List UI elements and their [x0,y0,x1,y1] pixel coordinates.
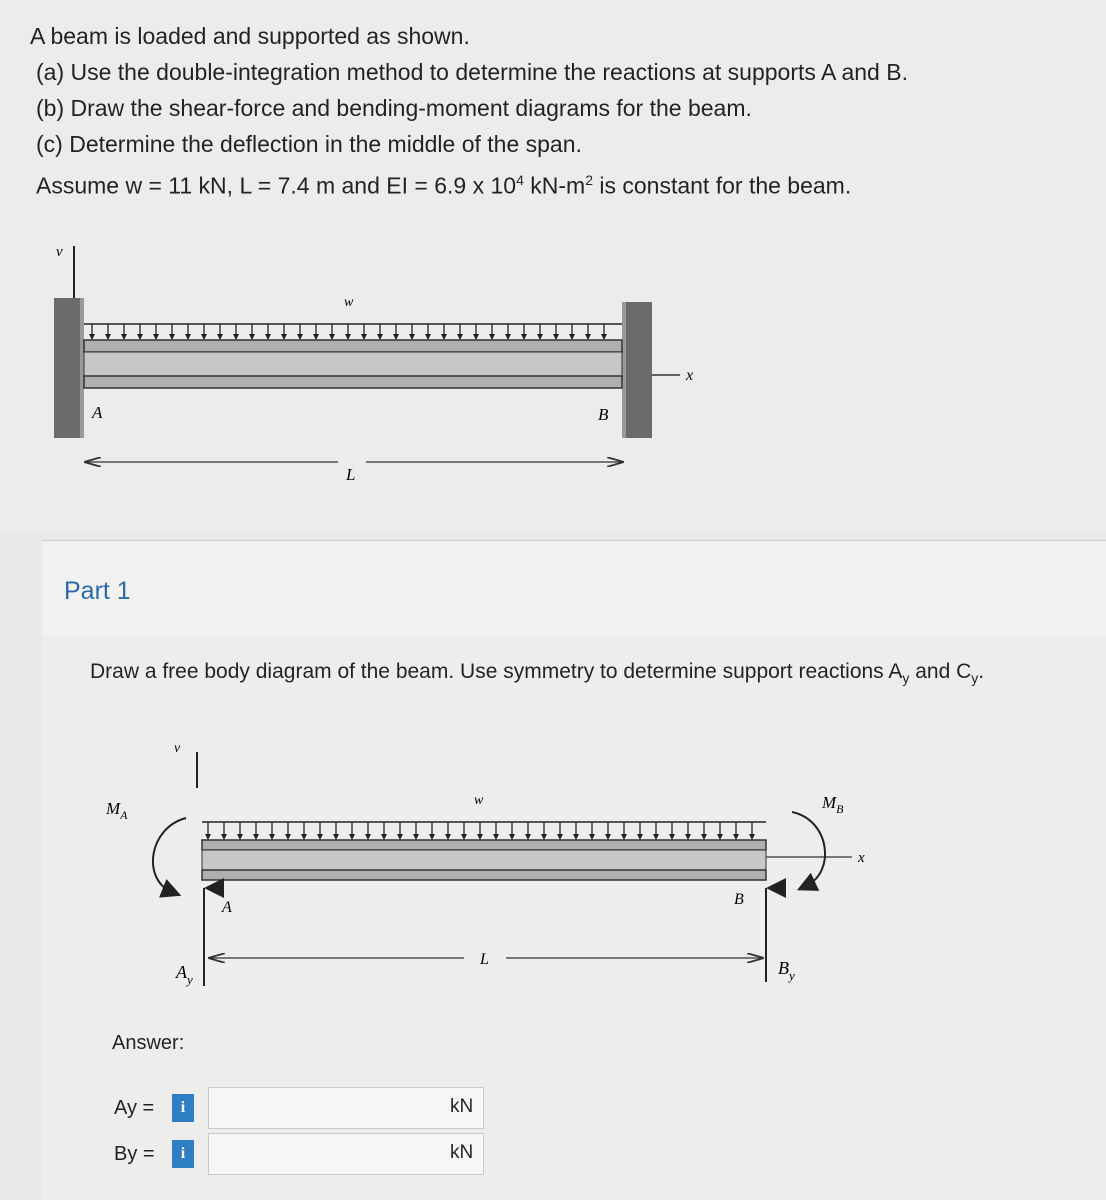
problem-line-4: (c) Determine the deflection in the middle of the span. [36,131,582,157]
load-arrowhead [317,834,323,840]
load-arrowhead [541,834,547,840]
instruction-text: Draw a free body diagram of the beam. Use symmetry to determine support reactions $A_y$ and $C_y$. [90,660,985,687]
load-arrowhead [349,834,355,840]
load-arrowhead [381,834,387,840]
reaction-by-label: $B_y$ [778,958,795,983]
moment-b-arrow [792,812,825,886]
support-a-label: A [92,403,103,422]
problem-line-1: A beam is loaded and supported as shown. [30,23,470,49]
fbd-load-label-w: w [474,793,484,808]
load-arrowhead [509,834,515,840]
load-arrowhead [429,834,435,840]
load-arrowhead [733,834,739,840]
by-info-icon[interactable]: i [172,1140,194,1168]
load-arrowhead [237,834,243,840]
load-arrowhead [365,834,371,840]
load-arrowhead [253,834,259,840]
fbd-x-axis-label: x [858,850,865,866]
load-arrowhead [269,834,275,840]
load-arrowhead [477,834,483,840]
load-arrowhead [701,834,707,840]
load-arrowhead [653,834,659,840]
moment-a-arrow [153,818,186,892]
load-arrowhead [205,834,211,840]
fbd-span-label-l: L [480,951,489,968]
load-arrowhead [685,834,691,840]
fbd-beam [202,840,766,850]
answer-row-by [114,1133,484,1175]
by-label: By = [114,1142,155,1165]
fbd-v-axis-label: v [174,741,181,756]
load-arrowhead [397,834,403,840]
by-input[interactable] [208,1133,484,1175]
load-arrowhead [557,834,563,840]
load-arrowhead [749,834,755,840]
load-arrowhead [621,834,627,840]
answer-row-ay [114,1087,484,1129]
reaction-ay-label: $A_y$ [176,962,193,987]
load-arrowhead [605,834,611,840]
load-arrowhead [445,834,451,840]
moment-b-label: $M_B$ [822,793,844,816]
load-arrowhead [461,834,467,840]
load-arrowhead [573,834,579,840]
ay-info-icon[interactable]: i [172,1094,194,1122]
part-title[interactable]: Part 1 [64,577,131,605]
problem-line-2: (a) Use the double-integration method to determine the reactions at supports A and B. [36,59,908,85]
load-label-w: w [344,295,354,310]
problem-assumptions: Assume w = 11 kN, L = 7.4 m and EI = 6.9 x $10^4$ $kN-m^2$ is constant for the beam. [36,172,852,199]
ay-input[interactable] [208,1087,484,1129]
span-label-l: L [346,465,356,484]
v-axis-label: v [56,244,63,260]
load-arrowhead [493,834,499,840]
load-arrowhead [717,834,723,840]
load-arrowhead [525,834,531,840]
problem-line-3: (b) Draw the shear-force and bending-moment diagrams for the beam. [36,95,752,121]
load-arrowhead [285,834,291,840]
moment-a-label: $M_A$ [106,799,128,822]
load-arrowhead [637,834,643,840]
by-unit: kN [450,1142,474,1163]
ay-label: Ay = [114,1096,155,1119]
answer-label: Answer: [112,1032,185,1054]
load-arrowhead [333,834,339,840]
load-arrowhead [221,834,227,840]
load-arrowhead [301,834,307,840]
load-arrowhead [589,834,595,840]
ay-unit: kN [450,1096,474,1117]
fbd-support-b-label: B [734,891,744,908]
support-b-label: B [598,405,609,424]
fbd-support-a-label: A [222,899,232,916]
x-axis-label: x [686,367,694,384]
load-arrowhead [669,834,675,840]
fbd-distributed-load-arrows [205,822,755,840]
load-arrowhead [413,834,419,840]
